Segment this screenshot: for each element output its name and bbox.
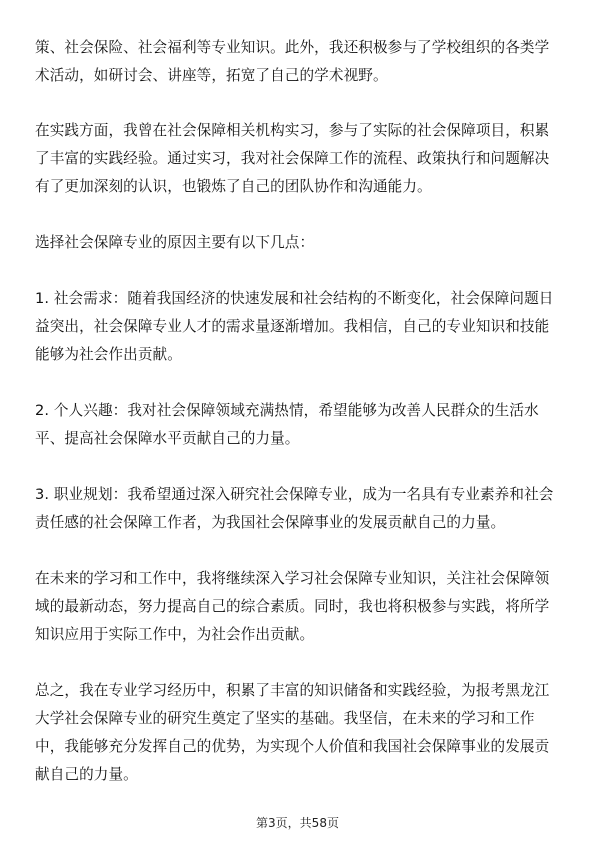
body-paragraph: 总之，我在专业学习经历中，积累了丰富的知识储备和实践经验，为报考黑龙江大学社会保障专业的研究生奠定了坚实的基础。我坚信，在未来的学习和工作中，我能够充分发挥自己的优势，为实现个人价值和我国社会保障事业的发展贡献自己的力量。: [35, 682, 550, 783]
body-paragraph: 在实践方面，我曾在社会保障相关机构实习，参与了实际的社会保障项目，积累了丰富的实践经验。通过实习，我对社会保障工作的流程、政策执行和问题解决有了更加深刻的认识，也锻炼了自己的团队协作和沟通能力。: [35, 122, 550, 195]
page-number: 第3页，共58页: [256, 816, 339, 830]
body-paragraph: 策、社会保险、社会福利等专业知识。此外，我还积极参与了学校组织的各类学术活动，如研讨会、讲座等，拓宽了自己的学术视野。: [35, 39, 550, 84]
list-item: 2. 个人兴趣：我对社会保障领域充满热情，希望能够为改善人民群众的生活水平、提高社会保障水平贡献自己的力量。: [35, 402, 539, 447]
list-item: 3. 职业规划：我希望通过深入研究社会保障专业，成为一名具有专业素养和社会责任感的社会保障工作者，为我国社会保障事业的发展贡献自己的力量。: [35, 486, 554, 531]
list-item: 1. 社会需求：随着我国经济的快速发展和社会结构的不断变化，社会保障问题日益突出，社会保障专业人才的需求量逐渐增加。我相信，自己的专业知识和技能能够为社会作出贡献。: [35, 290, 554, 363]
body-paragraph: 选择社会保障专业的原因主要有以下几点：: [35, 234, 315, 251]
body-paragraph: 在未来的学习和工作中，我将继续深入学习社会保障专业知识，关注社会保障领域的最新动态，努力提高自己的综合素质。同时，我也将积极参与实践，将所学知识应用于实际工作中，为社会作出贡献。: [35, 570, 550, 643]
